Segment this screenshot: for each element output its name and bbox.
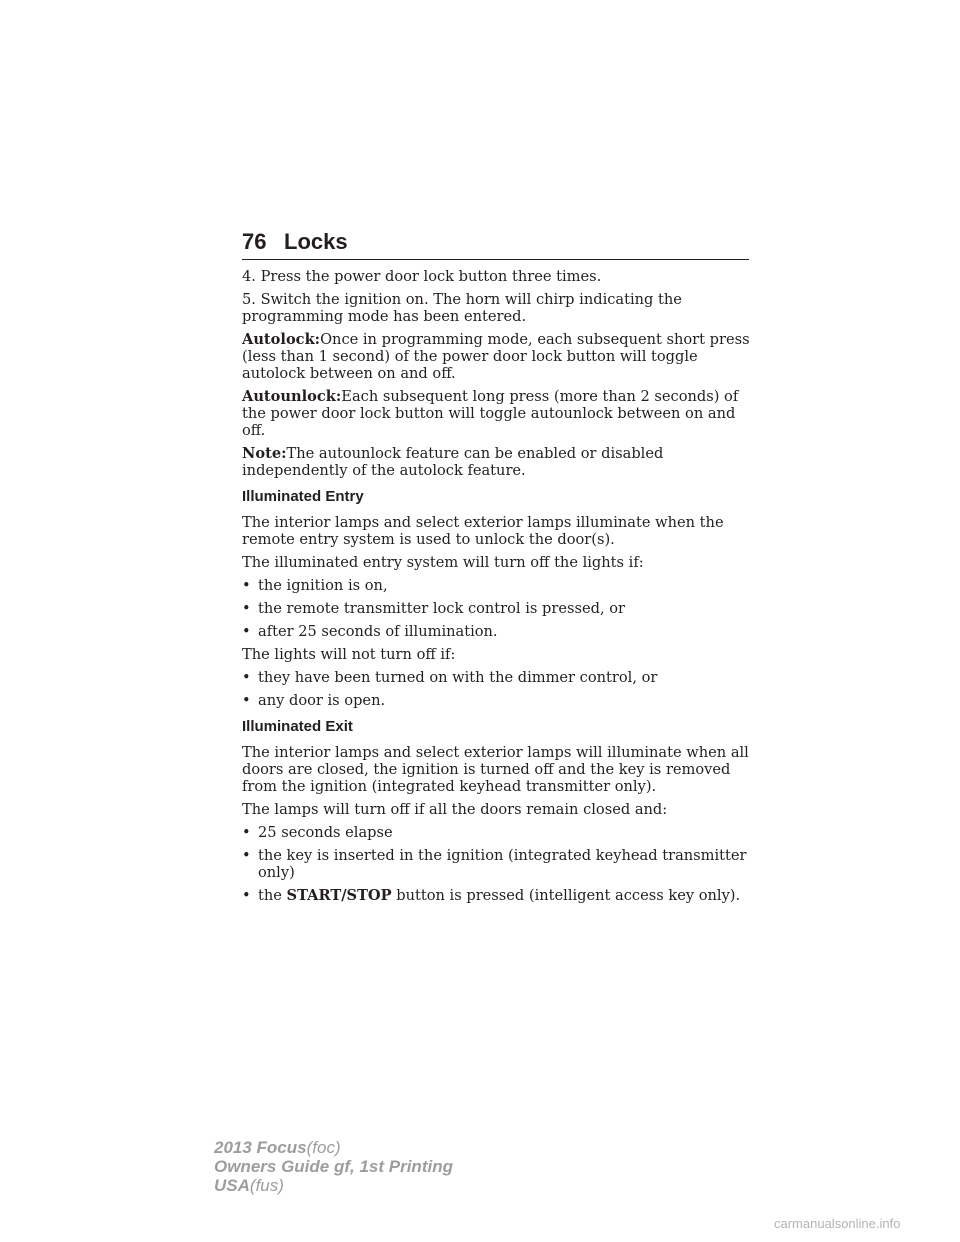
autolock-label: Autolock: xyxy=(242,331,321,348)
list-item xyxy=(242,600,752,617)
bullet-icon: • xyxy=(242,824,251,841)
illuminated-exit-intro: The interior lamps and select exterior lamps will illuminate when all doors are closed, the ignition is turned off and the key is removed from the ignition (integrated keyhead transmitter only). xyxy=(242,744,749,795)
chapter-title: Locks xyxy=(284,229,348,254)
note-text: The autounlock feature can be enabled or disabled independently of the autolock feature. xyxy=(242,445,664,479)
autolock-text: Once in programming mode, each subsequent short press (less than 1 second) of the power door lock button will toggle autolock between on and off. xyxy=(242,331,750,382)
list-item xyxy=(242,847,752,881)
illuminated-entry-not-off-intro: The lights will not turn off if: xyxy=(242,646,456,663)
autolock-paragraph xyxy=(242,331,752,382)
autounlock-paragraph xyxy=(242,388,752,439)
list-item xyxy=(242,577,752,594)
print-footer xyxy=(214,1138,453,1195)
illuminated-entry-off-list xyxy=(242,577,752,640)
list-item-text: after 25 seconds of illumination. xyxy=(258,623,498,640)
header-rule xyxy=(242,259,749,260)
list-item-text: button is pressed (intelligent access key only). xyxy=(391,887,741,904)
watermark: carmanualsonline.info xyxy=(774,1216,901,1231)
page-number: 76 xyxy=(242,229,267,254)
illuminated-exit-heading: Illuminated Exit xyxy=(242,718,353,735)
list-item-text: they have been turned on with the dimmer control, or xyxy=(258,669,658,686)
step-5: 5. Switch the ignition on. The horn will chirp indicating the programming mode has been entered. xyxy=(242,291,682,325)
bullet-icon: • xyxy=(242,669,251,686)
footer-model-code: (foc) xyxy=(306,1138,341,1157)
illuminated-entry-off-intro: The illuminated entry system will turn off the lights if: xyxy=(242,554,644,571)
footer-market: USA xyxy=(214,1176,250,1195)
footer-line-1 xyxy=(214,1138,453,1157)
step-4: 4. Press the power door lock button three times. xyxy=(242,268,602,285)
bullet-icon: • xyxy=(242,847,251,864)
autounlock-label: Autounlock: xyxy=(242,388,342,405)
list-item-text: any door is open. xyxy=(258,692,386,709)
illuminated-entry-intro: The interior lamps and select exterior lamps illuminate when the remote entry system is used to unlock the door(s). xyxy=(242,514,724,548)
list-item-text: the remote transmitter lock control is pressed, or xyxy=(258,600,625,617)
list-item-text: the xyxy=(258,887,287,904)
list-item xyxy=(242,669,752,686)
list-item xyxy=(242,692,752,709)
illuminated-exit-off-intro: The lamps will turn off if all the doors remain closed and: xyxy=(242,801,668,818)
footer-edition: Owners Guide gf, 1st Printing xyxy=(214,1157,453,1176)
start-stop-label: START/STOP xyxy=(286,887,392,904)
illuminated-exit-list xyxy=(242,824,752,904)
bullet-icon: • xyxy=(242,692,251,709)
list-item xyxy=(242,887,752,904)
illuminated-entry-heading: Illuminated Entry xyxy=(242,488,364,505)
bullet-icon: • xyxy=(242,577,251,594)
list-item-text: the key is inserted in the ignition (integrated keyhead transmitter only) xyxy=(258,847,747,881)
bullet-icon: • xyxy=(242,623,251,640)
list-item xyxy=(242,623,752,640)
note-label: Note: xyxy=(242,445,287,462)
autounlock-text: Each subsequent long press (more than 2 seconds) of the power door lock button will toggle autounlock between on and off. xyxy=(242,388,739,439)
footer-line-2 xyxy=(214,1157,453,1176)
list-item xyxy=(242,824,752,841)
page-header xyxy=(242,228,749,260)
bullet-icon: • xyxy=(242,600,251,617)
page-content xyxy=(242,268,752,910)
list-item-text: the ignition is on, xyxy=(258,577,388,594)
footer-model: 2013 Focus xyxy=(214,1138,307,1157)
footer-market-code: (fus) xyxy=(249,1176,284,1195)
illuminated-entry-not-off-list xyxy=(242,669,752,709)
bullet-icon: • xyxy=(242,887,251,904)
footer-line-3 xyxy=(214,1176,453,1195)
note-paragraph xyxy=(242,445,752,479)
list-item-text: 25 seconds elapse xyxy=(258,824,393,841)
